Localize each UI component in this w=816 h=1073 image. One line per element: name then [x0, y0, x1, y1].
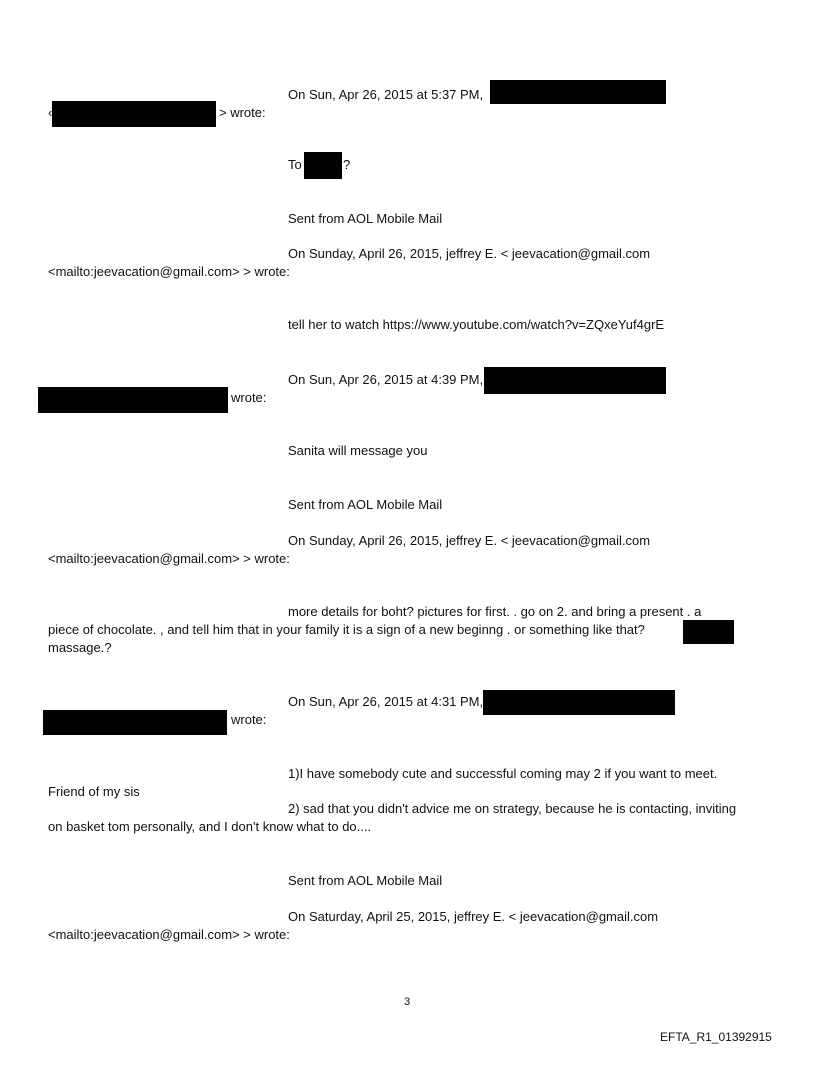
email-header-line: On Sun, Apr 26, 2015 at 4:31 PM,	[288, 694, 484, 709]
email-header-continuation: wrote:	[231, 390, 267, 405]
body-text: 2) sad that you didn't advice me on strategy, because he is contacting, inviting	[288, 801, 737, 816]
body-text: To	[288, 157, 302, 172]
email-header-continuation: <mailto:jeevacation@gmail.com> > wrote:	[48, 264, 290, 279]
email-header-line: On Saturday, April 25, 2015, jeffrey E. < jeevacation@gmail.com	[288, 909, 659, 924]
signature-line: Sent from AOL Mobile Mail	[288, 211, 443, 226]
body-text: Sanita will message you	[288, 443, 428, 458]
page-number: 3	[404, 996, 411, 1008]
email-header-line: On Sunday, April 26, 2015, jeffrey E. < jeevacation@gmail.com	[288, 246, 651, 261]
redaction-box	[683, 620, 734, 644]
redaction-box	[38, 387, 228, 413]
redaction-box	[52, 101, 216, 127]
redaction-box	[490, 80, 666, 104]
email-header-continuation: wrote:	[231, 712, 267, 727]
redaction-box	[484, 367, 666, 394]
body-text: more details for boht? pictures for first. . go on 2. and bring a present . a	[288, 604, 702, 619]
body-text: ?	[343, 157, 351, 172]
redaction-box	[43, 710, 227, 735]
signature-line: Sent from AOL Mobile Mail	[288, 497, 443, 512]
body-text: massage.?	[48, 640, 112, 655]
redaction-box	[483, 690, 675, 715]
body-text: on basket tom personally, and I don't know what to do....	[48, 819, 372, 834]
email-header-continuation: <mailto:jeevacation@gmail.com> > wrote:	[48, 927, 290, 942]
body-text: Friend of my sis	[48, 784, 140, 799]
body-text: 1)I have somebody cute and successful coming may 2 if you want to meet.	[288, 766, 718, 781]
signature-line: Sent from AOL Mobile Mail	[288, 873, 443, 888]
redaction-box	[304, 152, 342, 179]
body-text: tell her to watch https://www.youtube.com/watch?v=ZQxeYuf4grE	[288, 317, 665, 332]
document-id-footer: EFTA_R1_01392915	[660, 1030, 772, 1044]
email-header-continuation: > wrote:	[219, 105, 266, 120]
body-text: piece of chocolate. , and tell him that in your family it is a sign of a new beginng . or something like that?	[48, 622, 645, 637]
email-header-line: On Sunday, April 26, 2015, jeffrey E. < jeevacation@gmail.com	[288, 533, 651, 548]
email-header-continuation: <mailto:jeevacation@gmail.com> > wrote:	[48, 551, 290, 566]
email-header-line: On Sun, Apr 26, 2015 at 5:37 PM,	[288, 87, 484, 102]
redaction-prefix-mark: ‹	[48, 105, 53, 120]
email-header-line: On Sun, Apr 26, 2015 at 4:39 PM,	[288, 372, 484, 387]
